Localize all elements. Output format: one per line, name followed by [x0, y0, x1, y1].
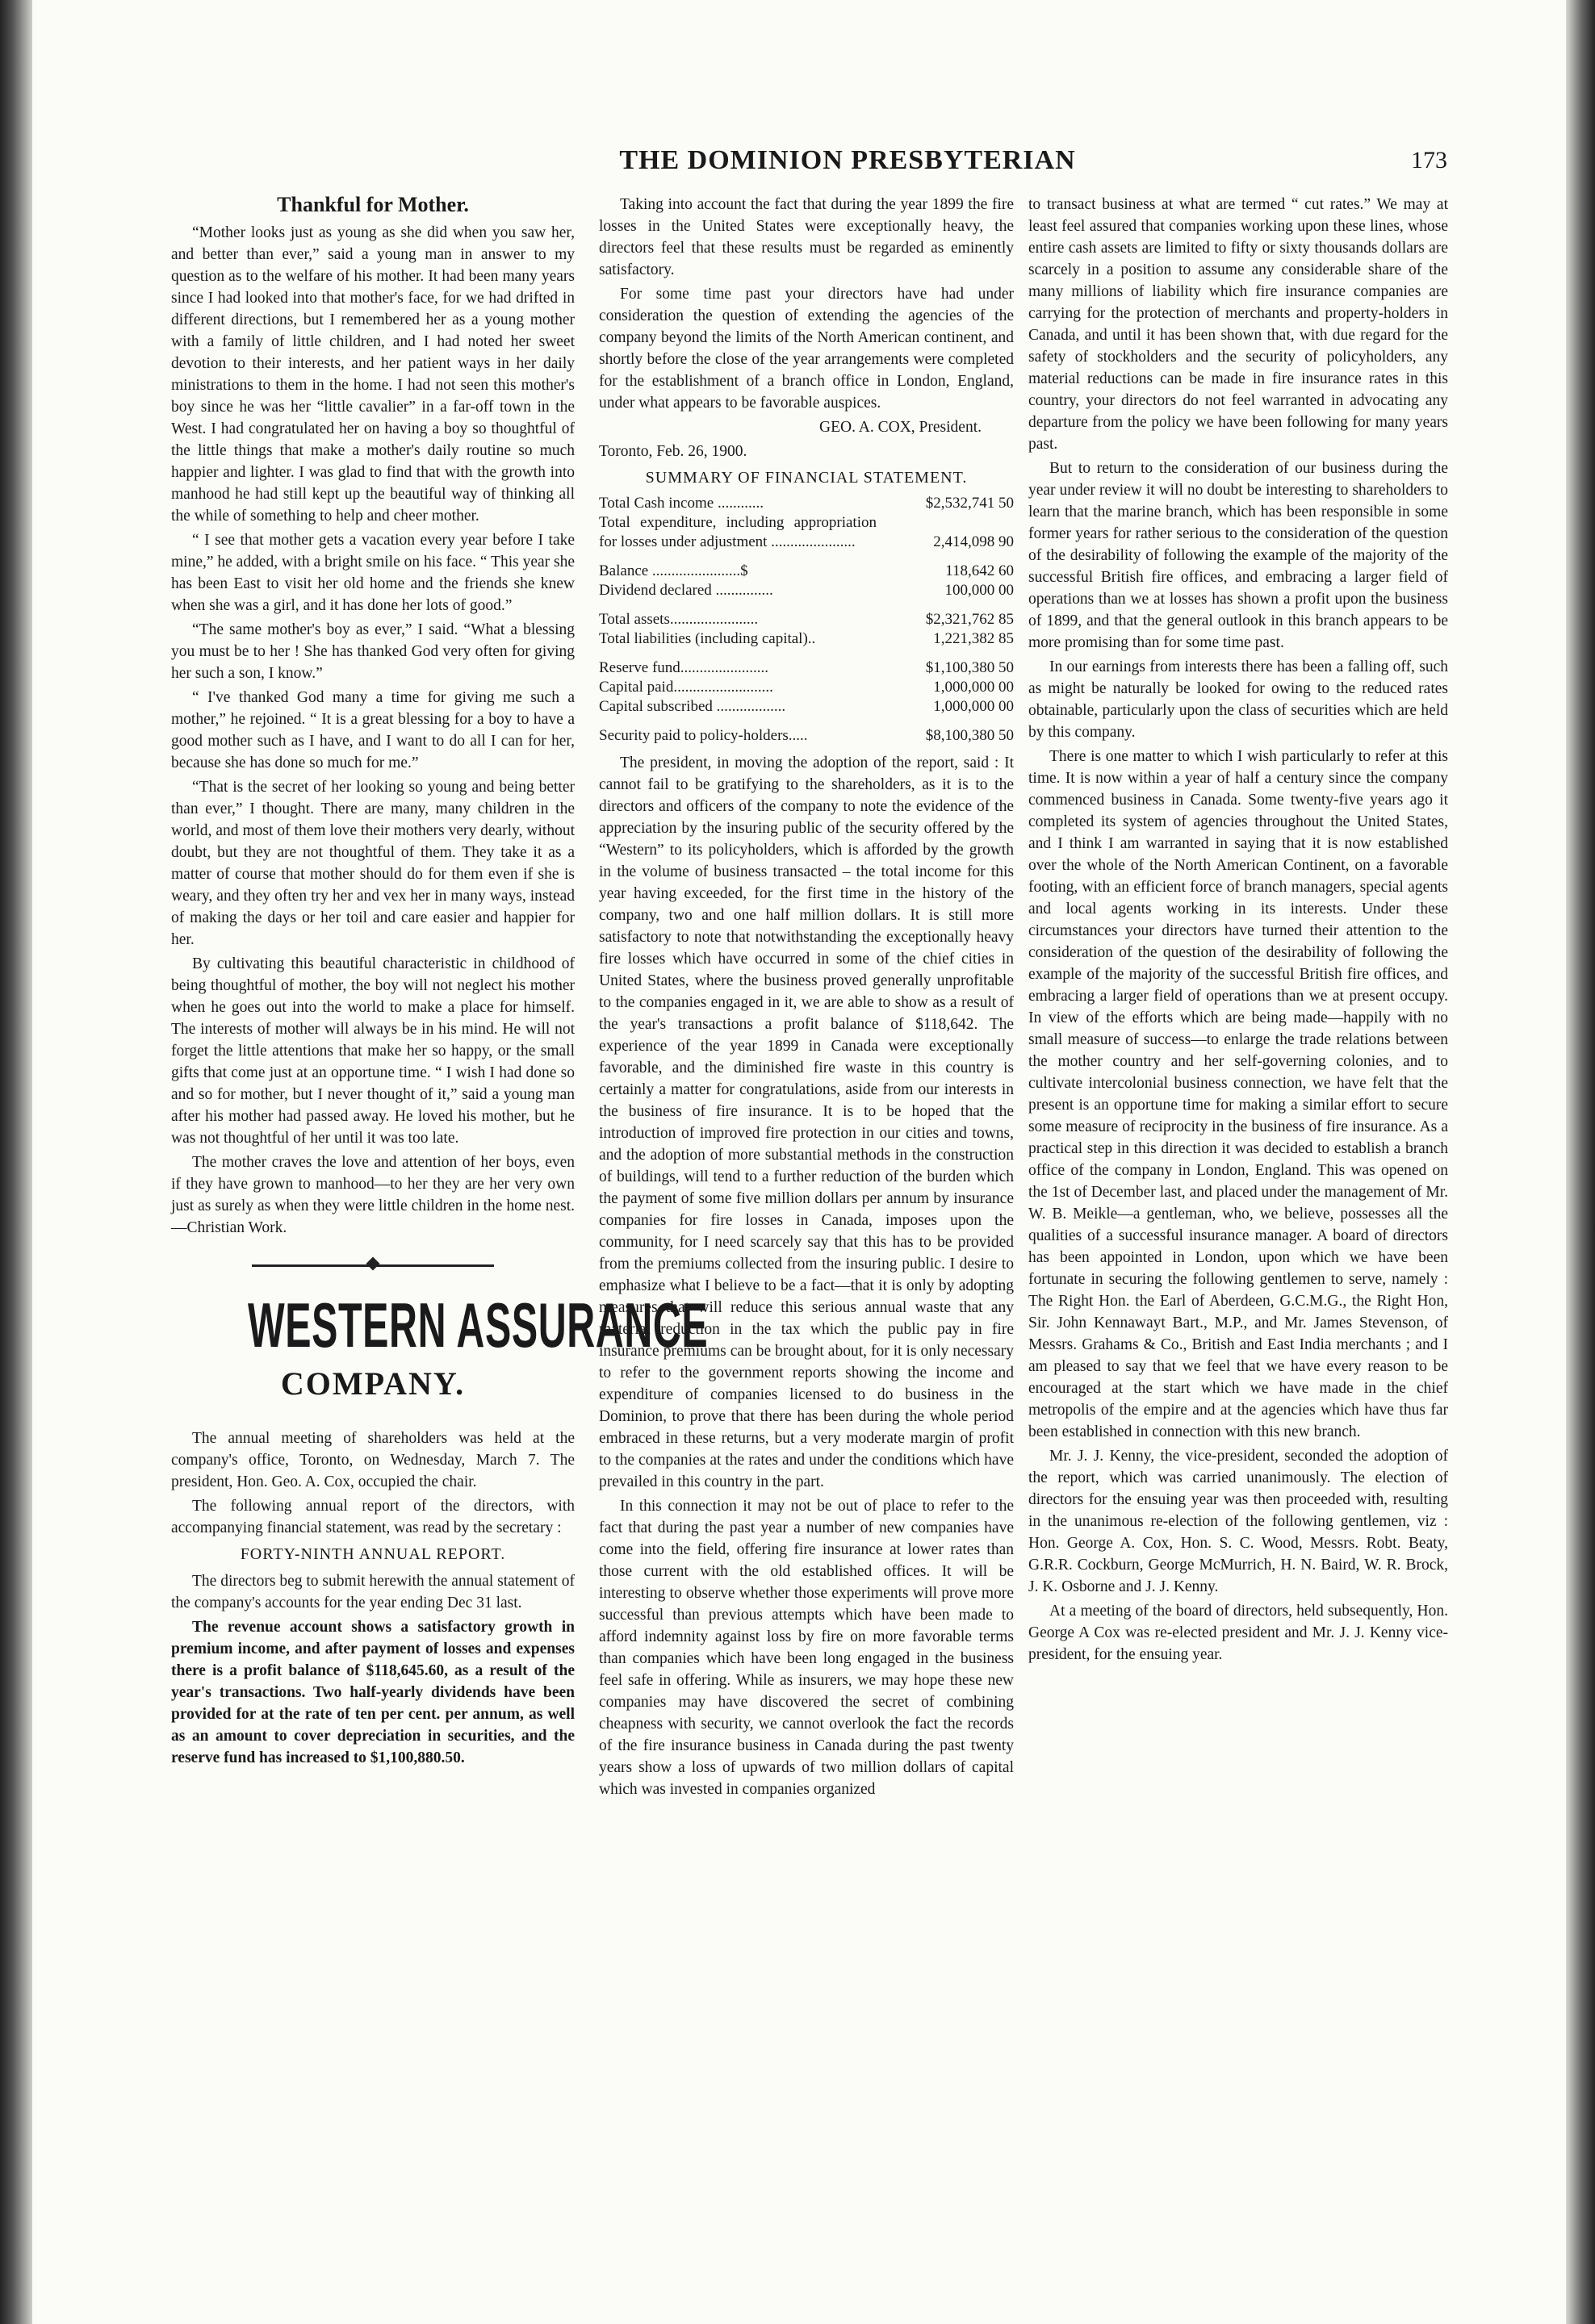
- speech-paragraph: In our earnings from interests there has been a falling off, such as might be naturally be looked for owing to the reduced rates obtainable, particularly upon the class of securities which are held by this company.: [1028, 658, 1448, 741]
- speech-paragraph: But to return to the consideration of our business during the year under review it will no doubt be interesting to shareholders to learn that the marine branch, which has been responsible in some former years for rather serious to the consideration of the question of the desirability of following the example of the majority of the successful British fire offices, and embracing a larger field of operations than we at losses has shown a profit upon the business of 1899, and that the general outlook in this branch appears to be more promising than for some time past.: [1028, 460, 1448, 651]
- financial-amount: 1,000,000 00: [933, 698, 1014, 715]
- financial-amount: $2,321,762 85: [925, 611, 1014, 628]
- article-paragraph: “ I've thanked God many a time for giving me such a mother,” he rejoined. “ It is a great blessing for a boy to have a good mother such as I have, and I want to do all I can for her, because she has done so much for me.”: [171, 689, 575, 771]
- article-paragraph: “The same mother's boy as ever,” I said. “What a blessing you must be to her ! She has thanked God very often for giving her such a son, I know.”: [171, 621, 575, 682]
- financial-amount: $2,532,741 50: [925, 495, 1014, 512]
- report-paragraph: Taking into account the fact that during the year 1899 the fire losses in the United States were exceptionally heavy, the directors feel that these results must be regarded as eminently satisfactory.: [599, 196, 1014, 278]
- financial-label: Total assets.......................: [599, 611, 759, 628]
- financial-row: [599, 513, 1014, 552]
- masthead-title: THE DOMINION PRESBYTERIAN: [619, 145, 1076, 175]
- financial-label: Dividend declared ...............: [599, 582, 773, 599]
- article-paragraph: “Mother looks just as young as she did when you saw her, and better than ever,” said a young man in answer to my question as to the welfare of his mother. It had been many years since I had looked into that mother's face, for we had drifted in different directions, but I remembered her as a young mother with a family of little children, and I had noted her sweet devotion to their interests, and her patient ways in her daily ministrations to them in the home. I had not seen this mother's boy since he was her “little cavalier” in a far-off town in the West. I had congratulated her on having a boy so thoughtful of the little things that make a mother's daily routine so much happier and lighter. I was glad to find that with the growth into manhood he had still kept up the beautiful way of thinking all the while of something to help and cheer mother.: [171, 224, 575, 525]
- report-paragraph: The directors beg to submit herewith the annual statement of the company's accounts for the year ending Dec 31 last.: [171, 1573, 575, 1611]
- article-paragraph: “ I see that mother gets a vacation every year before I take mine,” he added, with a bright smile on his face. “ This year she has been East to visit her old home and the friends she knew when she was a girl, and it has done her lots of good.”: [171, 532, 575, 614]
- article-paragraph: “That is the secret of her looking so young and being better than ever,” I thought. There are many, many children in the world, and most of them love their mothers very dearly, without doubt, but they are not thoughtful of them. They take it as a matter of course that mother should do for them even if she is weary, and they often try her and vex her in many ways, instead of making the days or her toil and care easier and happier for her.: [171, 779, 575, 948]
- financial-amount: 100,000 00: [944, 582, 1014, 599]
- financial-label: Security paid to policy-holders.....: [599, 727, 808, 744]
- financial-amount: 1,000,000 00: [933, 679, 1014, 696]
- report-paragraph: For some time past your directors have had under consideration the question of extending the agencies of the company beyond the limits of the North American continent, and shortly before the close of the year arrangements were completed for the establishment of a branch office in London, England, under what appears to be favorable auspices.: [599, 286, 1014, 412]
- summary-heading: SUMMARY OF FINANCIAL STATEMENT.: [645, 469, 968, 487]
- speech-paragraph: There is one matter to which I wish particularly to refer at this time. It is now within a year of half a century since the company commenced business in Canada. Some twenty-five years ago it completed its system of agencies throughout the United States, and I think I am warranted in saying that it is now established over the whole of the North American Continent, on a favorable footing, with an efficient force of branch managers, special agents and local agents working in its interests. Under these circumstances your directors have turned their attention to the consideration of the question of the desirability of following the example of the majority of the successful British fire offices, and embracing a larger field of operations than we at present occupy. In view of the efforts which are being made—happily with no small measure of success—to enlarge the trade relations between the mother country and her self-governing colonies, and to cultivate intercolonial business connection, we have felt that the present is an opportune time for making a similar effort to secure some measure of reciprocity in the business of fire insurance. As a practical step in this direction it was decided to establish a branch office of the company in London, England. This was opened on the 1st of December last, and placed under the management of Mr. W. B. Meikle—a gentleman, who, we believe, possesses all the qualities of a successful insurance manager. A board of directors has been appointed in London, upon which we have been fortunate in securing the following gentlemen to serve, namely : The Right Hon. the Earl of Aberdeen, G.C.M.G., the Right Hon, Sir. John Kennawayt Bart., M.P., and Mr. James Stevenson, of Messrs. Grahams & Co., British and East India merchants ; and I am pleased to say that we feel that we have every reason to be encouraged at the start which we have made in the chief metropolis of the empire and at the agencies which have thus far been established in connection with this new branch.: [1028, 748, 1448, 1440]
- scan-edge-right: [1566, 0, 1595, 2324]
- financial-row: [599, 494, 1014, 513]
- article-title: Thankful for Mother.: [277, 193, 469, 216]
- financial-label: Total Cash income ............: [599, 495, 764, 512]
- financial-label: Total liabilities (including capital)..: [599, 630, 816, 647]
- scan-edge-left: [0, 0, 32, 2324]
- financial-row: [599, 678, 1014, 697]
- section-divider: [171, 1256, 575, 1273]
- financial-label: Reserve fund.......................: [599, 659, 769, 676]
- speech-paragraph: to transact business at what are termed “ cut rates.” We may at least feel assured that companies working upon these lines, whose entire cash assets are limited to fifty or sixty thousands dollars are scarcely in a position to assume any considerable share of the many millions of liability which fire insurance companies are carrying for the protection of merchants and property-holders in Canada, and until it has been shown that, with due regard for the safety of stockholders and the security of policyholders, any material reductions can be made in fire insurance rates in this country, your directors do not feel warranted in advocating any departure from the policy we have been following for many years past.: [1028, 196, 1448, 453]
- financial-row: [599, 717, 1014, 746]
- article-paragraph: The mother craves the love and attention of her boys, even if they have grown to manhood—to her they are her very own just as surely as when they were little children in the home nest.—Christian Work.: [171, 1154, 575, 1236]
- page-number: 173: [1411, 147, 1447, 173]
- financial-amount: 1,221,382 85: [933, 630, 1014, 647]
- financial-label: Capital subscribed ..................: [599, 698, 786, 715]
- speech-paragraph: In this connection it may not be out of place to refer to the fact that during the past year a number of new companies have come into the field, offering fire insurance at lower rates than those current with the old established offices. It will be interesting to observe whether those experiments will prove more successful than previous attempts which have been made to afford indemnity against loss by fire on more favorable terms than companies which have been long engaged in the business feel safe in offering. While as insurers, we may hope these new companies may have discovered the secret of combining cheapness with security, we cannot overlook the fact the records of the fire insurance business in Canada during the past twenty years show a loss of upwards of two million dollars of capital which was invested in companies organized: [599, 1498, 1014, 1798]
- financial-amount: 118,642 60: [945, 562, 1014, 579]
- company-subheading: COMPANY.: [280, 1365, 466, 1402]
- speech-paragraph: The president, in moving the adoption of the report, said : It cannot fail to be gratifying to the shareholders, as it is to the directors and officers of the company to note the evidence of the appreciation by the insuring public of the security offered by the “Western” to its policyholders, which is afforded by the growth in the volume of business transacted – the total income for this year having exceeded, for the first time in the history of the company, two and one half million dollars. It is still more satisfactory to note that notwithstanding the exceptionally heavy fire losses which have occurred in some of the chief cities in United States, where the business proved generally unprofitable to the companies engaged in it, we are able to show as a result of the year's transactions a profit balance of $118,642. The experience of the year 1899 in Canada were exceptionally favorable, and the diminished fire waste in this country is certainly a matter for congratulations, aside from our interests in the business of fire insurance. It is to be hoped that the introduction of improved fire protection in our cities and towns, and the adoption of more substantial methods in the construction of buildings, will tend to a further reduction of the burden which the payment of some five million dollars per annum by insurance companies for fire losses in Canada, imposes upon the community, for I need scarcely say that this has to be provided from the premiums collected from the insuring public. I desire to emphasize what I believe to be a fact—that it is only by adopting measures that will reduce this serious annual waste that any material reduction in the tax which the public pay in fire insurance premiums can be brought about, for it is only necessary to refer to the government reports showing the income and expenditure of companies licensed to do business in the Dominion, to prove that there has been during the whole period embraced in these returns, but a very moderate margin of profit to the companies at the rates and under the conditions which have prevailed in this country in the part.: [599, 754, 1014, 1490]
- meeting-paragraph: The annual meeting of shareholders was held at the company's office, Toronto, on Wednesday, March 7. The president, Hon. Geo. A. Cox, occupied the chair.: [171, 1430, 575, 1490]
- financial-row: [599, 649, 1014, 678]
- financial-row: [599, 552, 1014, 581]
- financial-amount: 2,414,098 90: [933, 533, 1014, 550]
- meeting-paragraph: Mr. J. J. Kenny, the vice-president, seconded the adoption of the report, which was carried unanimously. The election of directors for the ensuing year was then proceeded with, resulting in the unanimous re-election of the following gentlemen, viz : Hon. George A. Cox, Hon. S. C. Wood, Messrs. Robt. Beaty, G.R.R. Cockburn, George McMurrich, H. N. Baird, W. R. Brock, J. K. Osborne and J. J. Kenny.: [1028, 1448, 1448, 1595]
- company-name-heading: WESTERN ASSURANCE: [248, 1289, 709, 1361]
- dateline: Toronto, Feb. 26, 1900.: [599, 443, 747, 460]
- financial-row: [599, 697, 1014, 717]
- column-3: [1028, 194, 1448, 1668]
- report-heading: FORTY-NINTH ANNUAL REPORT.: [240, 1545, 506, 1563]
- meeting-paragraph: The following annual report of the directors, with accompanying financial statement, was read by the secretary :: [171, 1498, 575, 1536]
- financial-label: Balance .......................$: [599, 562, 748, 579]
- financial-row: [599, 629, 1014, 649]
- column-2: [599, 194, 1014, 1803]
- financial-amount: $1,100,380 50: [925, 659, 1014, 676]
- report-paragraph: The revenue account shows a satisfactory growth in premium income, and after payment of losses and expenses there is a profit balance of $118,645.60, as a result of the year's transactions. Two half-yearly dividends have been provided for at the rate of ten per cent. per annum, as well as an amount to cover depreciation in securities, and the reserve fund has increased to $1,100,880.50.: [171, 1619, 575, 1766]
- article-paragraph: By cultivating this beautiful characteristic in childhood of being thoughtful of mother, the boy will not neglect his mother when he goes out into the world to make a place for himself. The interests of mother will always be in his mind. He will not forget the little attentions that make her so happy, or the small gifts that come just at an opportune time. “ I wish I had done so and so for mother, but I never thought of it,” said a young man after his mother had passed away. He loved his mother, but he was not thoughtful of her until it was too late.: [171, 955, 575, 1147]
- financial-row: [599, 581, 1014, 600]
- financial-row: [599, 600, 1014, 629]
- financial-label: Total expenditure, including appropriation for losses under adjustment ......................: [599, 514, 877, 550]
- financial-label: Capital paid..........................: [599, 679, 773, 696]
- meeting-paragraph: At a meeting of the board of directors, held subsequently, Hon. George A Cox was re-elected president and Mr. J. J. Kenny vice-president, for the ensuing year.: [1028, 1603, 1448, 1663]
- financial-amount: $8,100,380 50: [925, 727, 1014, 744]
- financial-statement-table: [599, 494, 1014, 746]
- signature: GEO. A. COX, President.: [819, 419, 982, 436]
